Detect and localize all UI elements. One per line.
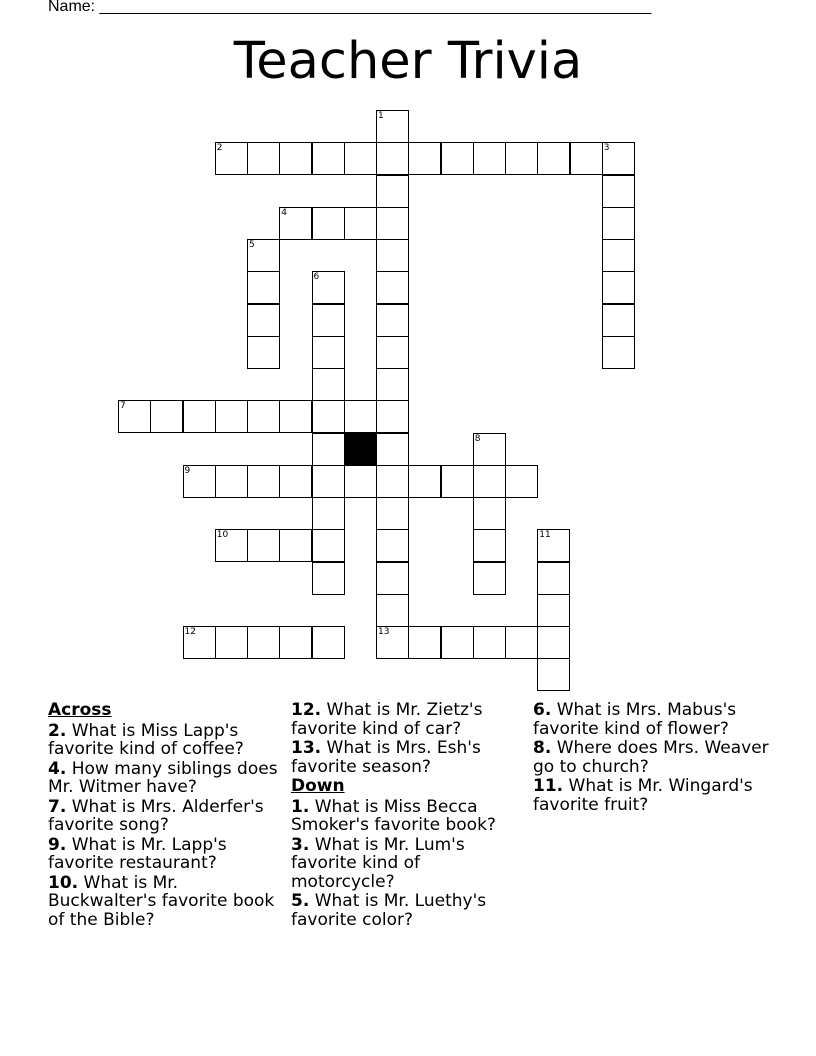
answer-cell[interactable] bbox=[279, 400, 312, 433]
answer-cell[interactable] bbox=[215, 465, 248, 498]
answer-cell[interactable] bbox=[279, 207, 312, 240]
answer-cell[interactable] bbox=[570, 142, 603, 175]
answer-cell[interactable] bbox=[215, 529, 248, 562]
answer-cell[interactable] bbox=[183, 465, 216, 498]
cell-number: 4 bbox=[281, 207, 287, 218]
answer-cell[interactable] bbox=[312, 497, 345, 530]
clue-down-8 bbox=[533, 739, 773, 776]
clue-number: 4. bbox=[48, 758, 67, 779]
clue-text: What is Miss Becca Smoker's favorite book? bbox=[291, 796, 496, 835]
answer-cell[interactable] bbox=[473, 626, 506, 659]
clue-number: 9. bbox=[48, 834, 67, 855]
clue-text: What is Mr. Lapp's favorite restaurant? bbox=[48, 834, 227, 873]
clue-down-6 bbox=[533, 701, 773, 738]
cell-number: 8 bbox=[474, 433, 481, 444]
answer-cell[interactable] bbox=[183, 626, 216, 659]
answer-cell[interactable] bbox=[247, 626, 280, 659]
cell-number: 7 bbox=[120, 401, 126, 412]
answer-cell[interactable] bbox=[376, 239, 409, 272]
clue-down-3 bbox=[291, 836, 527, 892]
answer-cell[interactable] bbox=[312, 336, 345, 369]
answer-cell[interactable] bbox=[344, 207, 377, 240]
clue-number: 10. bbox=[48, 872, 79, 893]
answer-cell[interactable] bbox=[183, 400, 216, 433]
answer-cell[interactable] bbox=[312, 142, 345, 175]
answer-cell[interactable] bbox=[312, 207, 345, 240]
down-heading: Down bbox=[291, 776, 345, 796]
answer-cell[interactable] bbox=[408, 465, 441, 498]
answer-cell[interactable] bbox=[602, 142, 635, 175]
answer-cell[interactable] bbox=[247, 336, 280, 369]
answer-cell[interactable] bbox=[312, 626, 345, 659]
cell-number: 11 bbox=[539, 530, 551, 541]
answer-cell[interactable] bbox=[279, 142, 312, 175]
answer-cell[interactable] bbox=[376, 207, 409, 240]
answer-cell[interactable] bbox=[376, 368, 409, 401]
puzzle-title: Teacher Trivia bbox=[233, 32, 583, 91]
cell-number: 2 bbox=[216, 143, 223, 154]
answer-cell[interactable] bbox=[376, 304, 409, 337]
answer-cell[interactable] bbox=[376, 562, 409, 595]
clue-across-10 bbox=[48, 874, 284, 930]
answer-cell[interactable] bbox=[215, 626, 248, 659]
answer-cell[interactable] bbox=[376, 626, 409, 659]
clue-number: 13. bbox=[291, 738, 322, 758]
name-field-label: Name: ______________________________________________________________ bbox=[48, 0, 652, 15]
answer-cell[interactable] bbox=[247, 529, 280, 562]
cell-number: 12 bbox=[184, 627, 196, 637]
cell-number: 10 bbox=[216, 530, 229, 541]
answer-cell[interactable] bbox=[312, 433, 345, 466]
clue-text: What is Mr. Luethy's favorite color? bbox=[291, 891, 487, 930]
answer-cell[interactable] bbox=[473, 562, 506, 595]
answer-cell[interactable] bbox=[602, 175, 635, 208]
answer-cell[interactable] bbox=[376, 529, 409, 562]
cell-number: 6 bbox=[313, 272, 320, 283]
answer-cell[interactable] bbox=[312, 562, 345, 595]
clue-down-1 bbox=[291, 798, 527, 835]
clue-number: 2. bbox=[48, 720, 67, 741]
clue-number: 8. bbox=[533, 738, 552, 758]
answer-cell[interactable] bbox=[505, 465, 538, 498]
answer-cell[interactable] bbox=[473, 142, 506, 175]
clue-down-11 bbox=[533, 777, 773, 814]
clue-across-2 bbox=[48, 722, 284, 759]
clue-text: What is Mr. Buckwalter's favorite book of the Bible? bbox=[48, 872, 275, 930]
answer-cell[interactable] bbox=[537, 142, 570, 175]
answer-cell[interactable] bbox=[247, 239, 280, 272]
clue-down-5 bbox=[291, 892, 527, 929]
clue-number: 6. bbox=[533, 700, 552, 720]
answer-cell[interactable] bbox=[247, 465, 280, 498]
cell-number: 13 bbox=[378, 627, 390, 637]
answer-cell[interactable] bbox=[505, 626, 538, 659]
answer-cell[interactable] bbox=[537, 594, 570, 627]
clue-number: 1. bbox=[291, 796, 310, 817]
black-square bbox=[344, 433, 377, 466]
across-heading: Across bbox=[48, 700, 112, 720]
answer-cell[interactable] bbox=[376, 465, 409, 498]
clue-text: What is Mr. Lum's favorite kind of motorcycle? bbox=[291, 834, 465, 892]
clue-text: What is Mr. Zietz's favorite kind of car? bbox=[291, 700, 483, 739]
cell-number: 1 bbox=[378, 111, 384, 121]
answer-cell[interactable] bbox=[376, 433, 409, 466]
answer-cell[interactable] bbox=[215, 400, 248, 433]
clue-column-1 bbox=[48, 701, 284, 930]
answer-cell[interactable] bbox=[441, 142, 474, 175]
answer-cell[interactable] bbox=[473, 433, 506, 466]
answer-cell[interactable] bbox=[408, 626, 441, 659]
clue-across-4 bbox=[48, 760, 284, 797]
answer-cell[interactable] bbox=[215, 142, 248, 175]
answer-cell[interactable] bbox=[441, 465, 474, 498]
answer-cell[interactable] bbox=[376, 594, 409, 627]
answer-cell[interactable] bbox=[408, 142, 441, 175]
answer-cell[interactable] bbox=[537, 529, 570, 562]
clue-across-9 bbox=[48, 836, 284, 873]
answer-cell[interactable] bbox=[312, 529, 345, 562]
answer-cell[interactable] bbox=[376, 110, 409, 143]
clue-number: 5. bbox=[291, 891, 310, 911]
answer-cell[interactable] bbox=[344, 400, 377, 433]
answer-cell[interactable] bbox=[473, 465, 506, 498]
answer-cell[interactable] bbox=[312, 304, 345, 337]
answer-cell[interactable] bbox=[602, 336, 635, 369]
clue-text: Where does Mrs. Weaver go to church? bbox=[533, 738, 769, 777]
clue-text: What is Mr. Wingard's favorite fruit? bbox=[533, 776, 753, 815]
clue-across-12 bbox=[291, 701, 527, 738]
cell-number: 9 bbox=[184, 465, 191, 476]
answer-cell[interactable] bbox=[344, 465, 377, 498]
answer-cell[interactable] bbox=[376, 400, 409, 433]
clue-across-7 bbox=[48, 798, 284, 835]
answer-cell[interactable] bbox=[376, 336, 409, 369]
answer-cell[interactable] bbox=[312, 368, 345, 401]
clue-column-3 bbox=[533, 701, 773, 815]
answer-cell[interactable] bbox=[602, 239, 635, 272]
clue-text: What is Miss Lapp's favorite kind of coffee? bbox=[48, 720, 244, 759]
answer-cell[interactable] bbox=[279, 626, 312, 659]
answer-cell[interactable] bbox=[150, 400, 183, 433]
answer-cell[interactable] bbox=[473, 529, 506, 562]
answer-cell[interactable] bbox=[312, 465, 345, 498]
clue-text: How many siblings does Mr. Witmer have? bbox=[48, 758, 278, 797]
answer-cell[interactable] bbox=[376, 142, 409, 175]
answer-cell[interactable] bbox=[279, 465, 312, 498]
answer-cell[interactable] bbox=[118, 400, 151, 433]
answer-cell[interactable] bbox=[473, 497, 506, 530]
answer-cell[interactable] bbox=[602, 271, 635, 304]
clue-number: 7. bbox=[48, 796, 67, 817]
answer-cell[interactable] bbox=[505, 142, 538, 175]
answer-cell[interactable] bbox=[247, 142, 280, 175]
clue-across-13 bbox=[291, 739, 527, 776]
answer-cell[interactable] bbox=[312, 271, 345, 304]
answer-cell[interactable] bbox=[376, 271, 409, 304]
answer-cell[interactable] bbox=[279, 529, 312, 562]
answer-cell[interactable] bbox=[247, 304, 280, 337]
clue-text: What is Mrs. Alderfer's favorite song? bbox=[48, 796, 264, 835]
answer-cell[interactable] bbox=[376, 497, 409, 530]
answer-cell[interactable] bbox=[344, 142, 377, 175]
answer-cell[interactable] bbox=[537, 658, 570, 691]
answer-cell[interactable] bbox=[247, 271, 280, 304]
clue-text: What is Mrs. Mabus's favorite kind of flower? bbox=[533, 700, 737, 739]
answer-cell[interactable] bbox=[537, 626, 570, 659]
answer-cell[interactable] bbox=[602, 304, 635, 337]
cell-number: 5 bbox=[249, 240, 255, 250]
answer-cell[interactable] bbox=[441, 626, 474, 659]
clue-column-2 bbox=[291, 701, 527, 930]
answer-cell[interactable] bbox=[376, 175, 409, 208]
clue-number: 12. bbox=[291, 700, 322, 720]
cell-number: 3 bbox=[603, 143, 610, 154]
clue-number: 3. bbox=[291, 834, 310, 855]
clue-number: 11. bbox=[533, 776, 564, 796]
answer-cell[interactable] bbox=[247, 400, 280, 433]
answer-cell[interactable] bbox=[312, 400, 345, 433]
clue-text: What is Mrs. Esh's favorite season? bbox=[291, 738, 481, 777]
answer-cell[interactable] bbox=[537, 562, 570, 595]
answer-cell[interactable] bbox=[602, 207, 635, 240]
